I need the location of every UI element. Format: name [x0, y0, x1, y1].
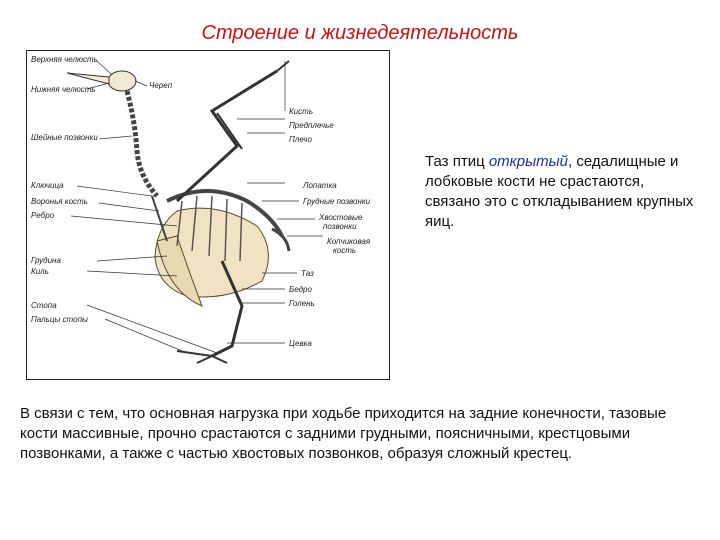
label-forearm: Предплечье [289, 121, 334, 130]
label-keel: Киль [31, 267, 49, 276]
label-upper-jaw: Верхняя челюсть [31, 55, 98, 64]
label-pygostyle-1: Копчиковая [327, 237, 371, 246]
label-skull: Череп [149, 81, 173, 90]
pelvis-text-start: Таз птиц [425, 153, 489, 170]
label-rib: Ребро [31, 211, 55, 220]
label-thoracic-vertebrae: Грудные позвонки [303, 197, 371, 206]
label-clavicle: Ключица [31, 181, 64, 190]
label-lower-jaw: Нижняя челюсть [31, 85, 96, 94]
label-scapula: Лопатка [303, 181, 337, 190]
label-coracoid: Воронья кость [31, 197, 88, 206]
label-tibia: Голень [289, 299, 315, 308]
label-humerus: Плечо [289, 135, 312, 144]
bird-skeleton-figure [26, 50, 390, 380]
pelvis-text-end: , седалищные и лобковые кости не срастаются, связано это с откладыванием крупных яиц. [425, 153, 694, 230]
label-toes: Пальцы стопы [31, 315, 88, 324]
label-foot: Стопа [31, 301, 57, 310]
load-description: В связи с тем, что основная нагрузка при ходьбе приходится на задние конечности, тазовые кости массивные, прочно срастаются с задними грудными, поясничными, крестцовыми позвонками, а также с частью хвостовых позвонков, образуя сложный крестец. [20, 405, 667, 462]
pelvis-highlight-word: открытый [488, 153, 569, 170]
label-neck-vertebrae: Шейные позвонки [31, 133, 98, 142]
label-hand: Кисть [289, 107, 314, 116]
slide-title: Строение и жизнедеятельность [201, 22, 519, 44]
label-pelvis: Таз [301, 269, 314, 278]
label-sternum: Грудина [31, 256, 61, 265]
label-femur: Бедро [289, 285, 312, 294]
label-tail-vertebrae-2: позвонки [323, 222, 357, 231]
pelvis-description [425, 152, 695, 232]
label-pygostyle-2: кость [333, 246, 357, 255]
label-tarsometatarsus: Цевка [289, 339, 312, 348]
label-tail-vertebrae-1: Хвостовые [319, 213, 363, 222]
